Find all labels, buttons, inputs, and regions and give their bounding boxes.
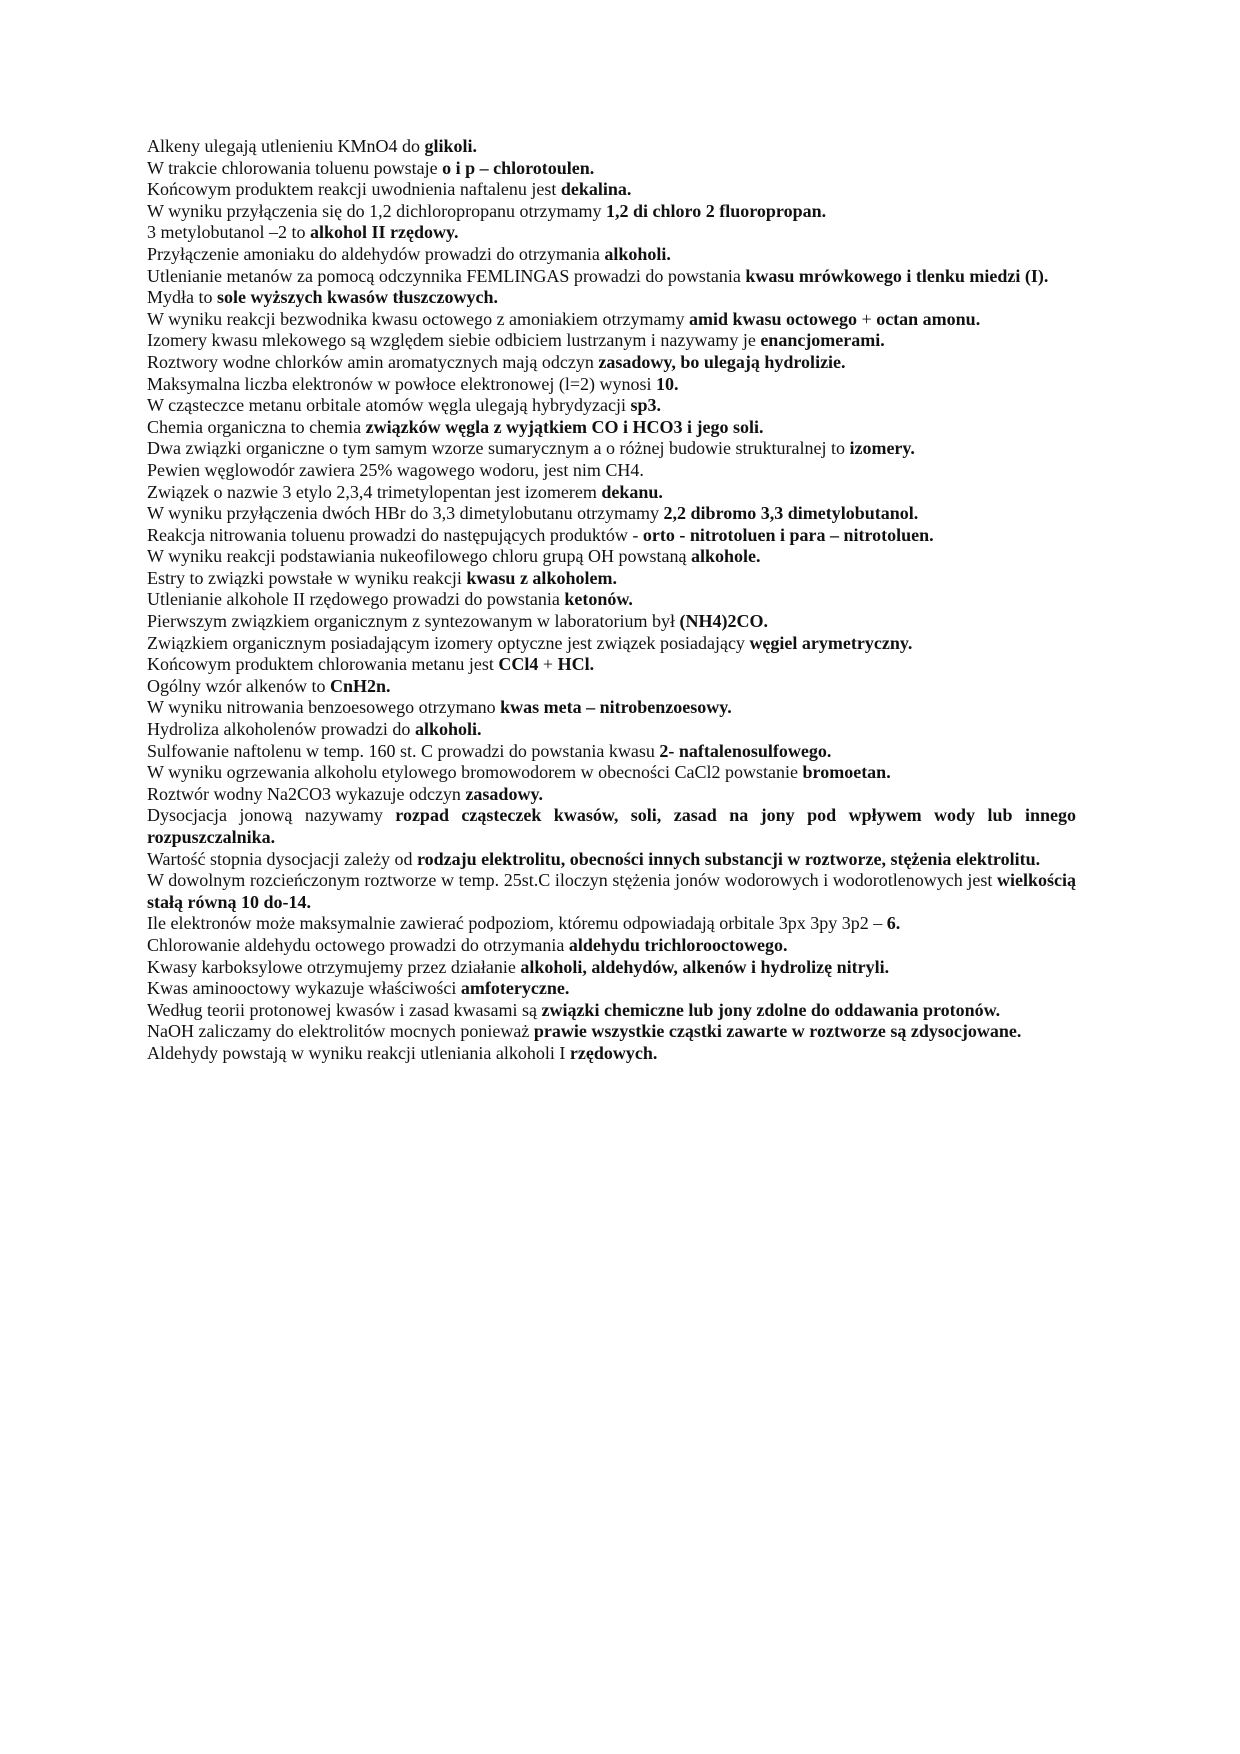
bold-answer-text: HCl.	[557, 654, 595, 675]
text-paragraph	[147, 805, 1076, 848]
statement-text: Pierwszym związkiem organicznym z syntezowanym w laboratorium był	[147, 611, 680, 632]
text-paragraph	[147, 266, 1076, 288]
text-paragraph	[147, 589, 1076, 611]
bold-answer-text: glikoli.	[424, 136, 477, 156]
statement-text: W wyniku przyłączenia dwóch HBr do 3,3 dimetylobutanu otrzymamy	[147, 503, 664, 524]
statement-text: Związek o nazwie 3 etylo 2,3,4 trimetylopentan jest izomerem	[147, 481, 602, 502]
bold-answer-text: 1,2 di chloro 2 fluoropropan.	[606, 200, 827, 221]
statement-text: Roztwory wodne chlorków amin aromatycznych mają odczyn	[147, 351, 599, 372]
text-paragraph	[147, 611, 1076, 633]
text-paragraph	[147, 762, 1076, 784]
bold-answer-text: wielkością stałą równą 10 do-14.	[147, 870, 1076, 912]
statement-text: Mydła to	[147, 287, 217, 308]
statement-text: W dowolnym rozcieńczonym roztworze w temp. 25st.C iloczyn stężenia jonów wodorowych i wodorotlenowych jest	[147, 870, 997, 891]
bold-answer-text: kwas meta – nitrobenzoesowy.	[500, 697, 732, 718]
statement-text: Dwa związki organiczne o tym samym wzorze sumarycznym a o różnej budowie strukturalnej to	[147, 438, 850, 459]
statement-text: W trakcie chlorowania toluenu powstaje	[147, 157, 443, 178]
text-paragraph	[147, 935, 1076, 957]
bold-answer-text: amid kwasu octowego	[689, 308, 858, 329]
text-paragraph	[147, 1021, 1076, 1043]
text-paragraph	[147, 438, 1076, 460]
statement-text: Izomery kwasu mlekowego są względem siebie odbiciem lustrzanym i nazywamy je	[147, 330, 761, 351]
bold-answer-text: (NH4)2CO.	[679, 611, 769, 632]
statement-text: Sulfowanie naftolenu w temp. 160 st. C prowadzi do powstania kwasu	[147, 740, 660, 761]
statement-text: Przyłączenie amoniaku do aldehydów prowadzi do otrzymania	[147, 243, 605, 264]
text-paragraph	[147, 978, 1076, 1000]
document-body	[147, 136, 1076, 1065]
bold-answer-text: alkoholi.	[604, 243, 671, 264]
text-paragraph	[147, 719, 1076, 741]
text-paragraph	[147, 417, 1076, 439]
text-paragraph	[147, 503, 1076, 525]
bold-answer-text: dekanu.	[601, 481, 663, 502]
bold-answer-text: enancjomerami.	[760, 330, 885, 351]
text-paragraph	[147, 546, 1076, 568]
statement-text: +	[538, 654, 558, 675]
bold-answer-text: związków węgla z wyjątkiem CO i HCO3 i jego soli.	[365, 416, 764, 437]
text-paragraph	[147, 352, 1076, 374]
statement-text: Estry to związki powstałe w wyniku reakcji	[147, 567, 467, 588]
bold-answer-text: dekalina.	[560, 179, 632, 200]
bold-answer-text: sp3.	[630, 395, 661, 416]
text-paragraph	[147, 697, 1076, 719]
text-paragraph	[147, 1043, 1076, 1065]
statement-text: Według teorii protonowej kwasów i zasad kwasami są	[147, 999, 542, 1020]
statement-text: Kwasy karboksylowe otrzymujemy przez działanie	[147, 956, 521, 977]
statement-text: Chemia organiczna to chemia	[147, 416, 366, 437]
statement-text: W wyniku nitrowania benzoesowego otrzymano	[147, 697, 501, 718]
text-paragraph	[147, 1000, 1076, 1022]
bold-answer-text: ketonów.	[564, 589, 633, 610]
statement-text: Utlenianie alkohole II rzędowego prowadzi do powstania	[147, 589, 565, 610]
text-paragraph	[147, 633, 1076, 655]
text-paragraph	[147, 330, 1076, 352]
statement-text: Alkeny ulegają utlenieniu KMnO4 do	[147, 136, 425, 156]
text-paragraph	[147, 222, 1076, 244]
bold-answer-text: izomery.	[849, 438, 915, 459]
bold-answer-text: CnH2n.	[329, 675, 391, 696]
bold-answer-text: o i p – chlorotoulen.	[442, 157, 595, 178]
bold-answer-text: sole wyższych kwasów tłuszczowych.	[217, 287, 498, 308]
statement-text: Chlorowanie aldehydu octowego prowadzi do otrzymania	[147, 934, 569, 955]
statement-text: +	[857, 308, 877, 329]
statement-text: Ile elektronów może maksymalnie zawierać podpoziom, któremu odpowiadają orbitale 3px 3py 3p2 –	[147, 913, 887, 934]
bold-answer-text: kwasu mrówkowego i tlenku miedzi (I).	[745, 265, 1049, 286]
text-paragraph	[147, 482, 1076, 504]
bold-answer-text: alkoholi.	[414, 719, 482, 740]
text-paragraph	[147, 460, 1076, 482]
text-paragraph	[147, 849, 1076, 871]
statement-text: Końcowym produktem chlorowania metanu jest	[147, 654, 499, 675]
text-paragraph	[147, 568, 1076, 590]
statement-text: Aldehydy powstają w wyniku reakcji utleniania alkoholi I	[147, 1042, 570, 1063]
bold-answer-text: kwasu z alkoholem.	[466, 567, 617, 588]
bold-answer-text: 2,2 dibromo 3,3 dimetylobutanol.	[663, 503, 919, 524]
statement-text: Maksymalna liczba elektronów w powłoce elektronowej (l=2) wynosi	[147, 373, 657, 394]
statement-text: Wartość stopnia dysocjacji zależy od	[147, 848, 417, 869]
bold-answer-text: octan amonu.	[876, 308, 981, 329]
bold-answer-text: rozpad cząsteczek kwasów, soli, zasad na jony pod wpływem wody lub innego rozpuszczalnika.	[147, 805, 1076, 847]
text-paragraph	[147, 374, 1076, 396]
statement-text: NaOH zaliczamy do elektrolitów mocnych ponieważ	[147, 1021, 534, 1042]
statement-text: Hydroliza alkoholenów prowadzi do	[147, 719, 415, 740]
text-paragraph	[147, 158, 1076, 180]
statement-text: W wyniku reakcji bezwodnika kwasu octowego z amoniakiem otrzymamy	[147, 308, 690, 329]
text-paragraph	[147, 201, 1076, 223]
text-paragraph	[147, 136, 1076, 158]
text-paragraph	[147, 957, 1076, 979]
statement-text: Utlenianie metanów za pomocą odczynnika FEMLINGAS prowadzi do powstania	[147, 265, 746, 286]
statement-text: Roztwór wodny Na2CO3 wykazuje odczyn	[147, 783, 466, 804]
bold-answer-text: węgiel arymetryczny.	[749, 632, 913, 653]
statement-text: Reakcja nitrowania toluenu prowadzi do następujących produktów -	[147, 524, 643, 545]
statement-text: Pewien węglowodór zawiera 25% wagowego wodoru, jest nim CH4.	[147, 459, 644, 480]
bold-answer-text: rodzaju elektrolitu, obecności innych substancji w roztworze, stężenia elektrolitu.	[416, 848, 1041, 869]
bold-answer-text: zasadowy.	[465, 783, 543, 804]
text-paragraph	[147, 244, 1076, 266]
statement-text: Kwas aminooctowy wykazuje właściwości	[147, 978, 461, 999]
statement-text: Końcowym produktem reakcji uwodnienia naftalenu jest	[147, 179, 561, 200]
bold-answer-text: amfoteryczne.	[460, 978, 570, 999]
bold-answer-text: alkoholi, aldehydów, alkenów i hydrolizę nitryli.	[520, 956, 890, 977]
bold-answer-text: alkohol II rzędowy.	[309, 222, 459, 243]
bold-answer-text: 2- naftalenosulfowego.	[659, 740, 832, 761]
bold-answer-text: rzędowych.	[569, 1042, 658, 1063]
statement-text: W wyniku przyłączenia się do 1,2 dichloropropanu otrzymamy	[147, 200, 607, 221]
bold-answer-text: CCl4	[498, 654, 539, 675]
statement-text: W cząsteczce metanu orbitale atomów węgla ulegają hybrydyzacji	[147, 395, 631, 416]
bold-answer-text: zasadowy, bo ulegają hydrolizie.	[598, 351, 846, 372]
bold-answer-text: 10.	[656, 373, 679, 394]
text-paragraph	[147, 870, 1076, 913]
bold-answer-text: aldehydu trichlorooctowego.	[568, 934, 788, 955]
statement-text: Dysocjacja jonową nazywamy	[147, 805, 396, 826]
bold-answer-text: 6.	[886, 913, 901, 934]
statement-text: Związkiem organicznym posiadającym izomery optyczne jest związek posiadający	[147, 632, 750, 653]
statement-text: W wyniku reakcji podstawiania nukeofilowego chloru grupą OH powstaną	[147, 546, 692, 567]
bold-answer-text: prawie wszystkie cząstki zawarte w roztworze są zdysocjowane.	[533, 1021, 1022, 1042]
text-paragraph	[147, 654, 1076, 676]
text-paragraph	[147, 525, 1076, 547]
document-page	[147, 136, 1076, 1065]
text-paragraph	[147, 395, 1076, 417]
bold-answer-text: orto - nitrotoluen i para – nitrotoluen.	[642, 524, 934, 545]
bold-answer-text: alkohole.	[691, 546, 761, 567]
text-paragraph	[147, 179, 1076, 201]
bold-answer-text: związki chemiczne lub jony zdolne do oddawania protonów.	[541, 999, 1001, 1020]
text-paragraph	[147, 309, 1076, 331]
text-paragraph	[147, 784, 1076, 806]
text-paragraph	[147, 287, 1076, 309]
statement-text: Ogólny wzór alkenów to	[147, 675, 330, 696]
statement-text: 3 metylobutanol –2 to	[147, 222, 310, 243]
text-paragraph	[147, 913, 1076, 935]
text-paragraph	[147, 676, 1076, 698]
bold-answer-text: bromoetan.	[802, 762, 891, 783]
text-paragraph	[147, 741, 1076, 763]
statement-text: W wyniku ogrzewania alkoholu etylowego bromowodorem w obecności CaCl2 powstanie	[147, 762, 803, 783]
